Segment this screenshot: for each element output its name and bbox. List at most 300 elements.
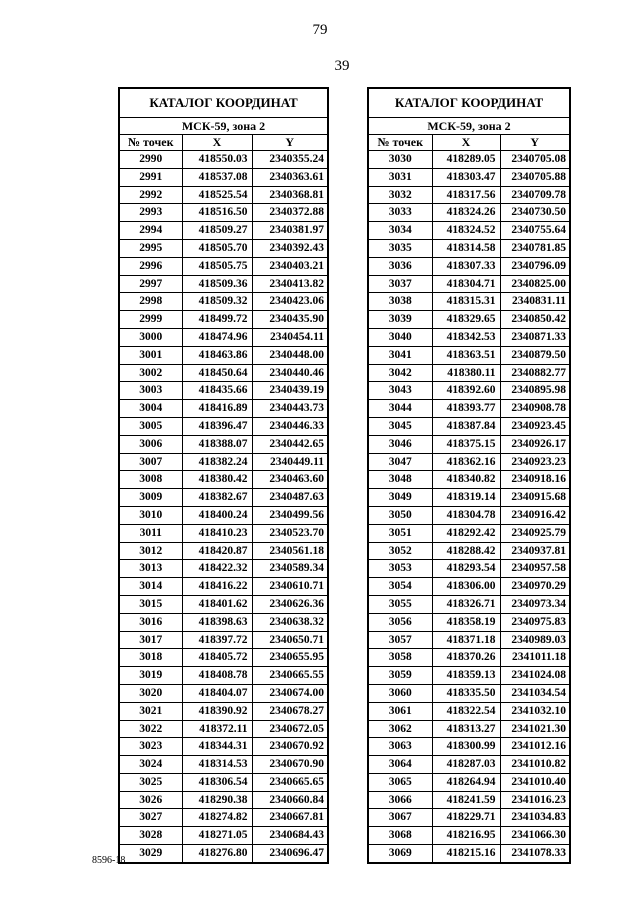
y-coordinate-cell: 2340923.23 bbox=[500, 453, 570, 471]
table-row bbox=[368, 702, 570, 720]
x-coordinate-cell: 418416.89 bbox=[182, 400, 252, 418]
x-coordinate-cell: 418340.82 bbox=[432, 471, 500, 489]
x-coordinate-cell: 418304.71 bbox=[432, 275, 500, 293]
x-coordinate-cell: 418382.24 bbox=[182, 453, 252, 471]
table-row bbox=[368, 773, 570, 791]
x-coordinate-cell: 418537.08 bbox=[182, 168, 252, 186]
point-number-cell: 3057 bbox=[368, 631, 432, 649]
point-number-cell: 3038 bbox=[368, 293, 432, 311]
table-row bbox=[368, 311, 570, 329]
y-coordinate-cell: 2340372.88 bbox=[252, 204, 328, 222]
x-coordinate-cell: 418344.31 bbox=[182, 738, 252, 756]
table-row bbox=[368, 328, 570, 346]
table-row bbox=[368, 168, 570, 186]
table-row bbox=[119, 578, 328, 596]
point-number-cell: 3026 bbox=[119, 791, 182, 809]
point-number-cell: 3022 bbox=[119, 720, 182, 738]
table-row bbox=[119, 239, 328, 257]
y-coordinate-cell: 2340871.33 bbox=[500, 328, 570, 346]
point-number-cell: 3014 bbox=[119, 578, 182, 596]
table-row bbox=[368, 756, 570, 774]
table-row bbox=[119, 257, 328, 275]
table-row bbox=[368, 471, 570, 489]
table-row bbox=[368, 489, 570, 507]
y-coordinate-cell: 2341021.30 bbox=[500, 720, 570, 738]
y-coordinate-cell: 2340879.50 bbox=[500, 346, 570, 364]
x-coordinate-cell: 418416.22 bbox=[182, 578, 252, 596]
catalog-zone: МСК-59, зона 2 bbox=[368, 118, 570, 135]
y-coordinate-cell: 2340435.90 bbox=[252, 311, 328, 329]
sheet-number: 39 bbox=[334, 58, 350, 74]
table-row bbox=[119, 560, 328, 578]
x-coordinate-cell: 418474.96 bbox=[182, 328, 252, 346]
table-row bbox=[368, 239, 570, 257]
point-number-cell: 3008 bbox=[119, 471, 182, 489]
x-coordinate-cell: 418393.77 bbox=[432, 400, 500, 418]
x-coordinate-cell: 418525.54 bbox=[182, 186, 252, 204]
table-row bbox=[368, 506, 570, 524]
coordinate-catalog-right bbox=[367, 87, 571, 864]
point-number-cell: 3012 bbox=[119, 542, 182, 560]
y-coordinate-cell: 2340368.81 bbox=[252, 186, 328, 204]
y-coordinate-cell: 2340363.61 bbox=[252, 168, 328, 186]
x-coordinate-cell: 418362.16 bbox=[432, 453, 500, 471]
x-coordinate-cell: 418505.70 bbox=[182, 239, 252, 257]
y-coordinate-cell: 2340392.43 bbox=[252, 239, 328, 257]
point-number-cell: 3064 bbox=[368, 756, 432, 774]
table-row bbox=[119, 845, 328, 863]
point-number-cell: 3027 bbox=[119, 809, 182, 827]
table-row bbox=[119, 275, 328, 293]
table-row bbox=[368, 720, 570, 738]
point-number-cell: 3066 bbox=[368, 791, 432, 809]
table-row bbox=[119, 435, 328, 453]
x-coordinate-cell: 418358.19 bbox=[432, 613, 500, 631]
x-coordinate-cell: 418304.78 bbox=[432, 506, 500, 524]
x-coordinate-cell: 418319.14 bbox=[432, 489, 500, 507]
y-coordinate-cell: 2341034.83 bbox=[500, 809, 570, 827]
table-row bbox=[119, 542, 328, 560]
point-number-cell: 3046 bbox=[368, 435, 432, 453]
point-number-cell: 3040 bbox=[368, 328, 432, 346]
point-number-cell: 3016 bbox=[119, 613, 182, 631]
point-number-cell: 3001 bbox=[119, 346, 182, 364]
table-row bbox=[368, 417, 570, 435]
y-coordinate-cell: 2341066.30 bbox=[500, 827, 570, 845]
table-row bbox=[119, 773, 328, 791]
point-number-cell: 3055 bbox=[368, 595, 432, 613]
table-row bbox=[368, 151, 570, 169]
y-coordinate-cell: 2340487.63 bbox=[252, 489, 328, 507]
table-row bbox=[119, 151, 328, 169]
table-row bbox=[368, 791, 570, 809]
x-coordinate-cell: 418314.58 bbox=[432, 239, 500, 257]
table-row bbox=[119, 506, 328, 524]
point-number-cell: 3069 bbox=[368, 845, 432, 863]
point-number-cell: 3018 bbox=[119, 649, 182, 667]
point-number-cell: 3068 bbox=[368, 827, 432, 845]
table-row bbox=[119, 168, 328, 186]
point-number-cell: 3048 bbox=[368, 471, 432, 489]
y-coordinate-cell: 2340638.32 bbox=[252, 613, 328, 631]
y-coordinate-cell: 2340454.11 bbox=[252, 328, 328, 346]
point-number-cell: 2995 bbox=[119, 239, 182, 257]
column-header-point-number: № точек bbox=[368, 135, 432, 151]
column-header-y: Y bbox=[252, 135, 328, 151]
point-number-cell: 3049 bbox=[368, 489, 432, 507]
x-coordinate-cell: 418516.50 bbox=[182, 204, 252, 222]
table-row bbox=[119, 222, 328, 240]
point-number-cell: 3050 bbox=[368, 506, 432, 524]
point-number-cell: 3021 bbox=[119, 702, 182, 720]
y-coordinate-cell: 2340381.97 bbox=[252, 222, 328, 240]
table-row bbox=[368, 453, 570, 471]
point-number-cell: 3041 bbox=[368, 346, 432, 364]
point-number-cell: 3043 bbox=[368, 382, 432, 400]
x-coordinate-cell: 418390.92 bbox=[182, 702, 252, 720]
x-coordinate-cell: 418216.95 bbox=[432, 827, 500, 845]
point-number-cell: 3020 bbox=[119, 684, 182, 702]
y-coordinate-cell: 2340355.24 bbox=[252, 151, 328, 169]
table-row bbox=[368, 364, 570, 382]
x-coordinate-cell: 418400.24 bbox=[182, 506, 252, 524]
y-coordinate-cell: 2340440.46 bbox=[252, 364, 328, 382]
y-coordinate-cell: 2340655.95 bbox=[252, 649, 328, 667]
y-coordinate-cell: 2340449.11 bbox=[252, 453, 328, 471]
x-coordinate-cell: 418371.18 bbox=[432, 631, 500, 649]
x-coordinate-cell: 418505.75 bbox=[182, 257, 252, 275]
y-coordinate-cell: 2340413.82 bbox=[252, 275, 328, 293]
x-coordinate-cell: 418499.72 bbox=[182, 311, 252, 329]
table-row bbox=[368, 578, 570, 596]
x-coordinate-cell: 418288.42 bbox=[432, 542, 500, 560]
table-row bbox=[368, 435, 570, 453]
y-coordinate-cell: 2340423.06 bbox=[252, 293, 328, 311]
table-row bbox=[119, 720, 328, 738]
x-coordinate-cell: 418387.84 bbox=[432, 417, 500, 435]
x-coordinate-cell: 418550.03 bbox=[182, 151, 252, 169]
x-coordinate-cell: 418215.16 bbox=[432, 845, 500, 863]
y-coordinate-cell: 2340705.08 bbox=[500, 151, 570, 169]
y-coordinate-cell: 2340975.83 bbox=[500, 613, 570, 631]
y-coordinate-cell: 2340781.85 bbox=[500, 239, 570, 257]
x-coordinate-cell: 418435.66 bbox=[182, 382, 252, 400]
point-number-cell: 3017 bbox=[119, 631, 182, 649]
x-coordinate-cell: 418363.51 bbox=[432, 346, 500, 364]
point-number-cell: 3023 bbox=[119, 738, 182, 756]
table-row bbox=[368, 613, 570, 631]
x-coordinate-cell: 418422.32 bbox=[182, 560, 252, 578]
y-coordinate-cell: 2340918.16 bbox=[500, 471, 570, 489]
y-coordinate-cell: 2340660.84 bbox=[252, 791, 328, 809]
y-coordinate-cell: 2340915.68 bbox=[500, 489, 570, 507]
x-coordinate-cell: 418290.38 bbox=[182, 791, 252, 809]
y-coordinate-cell: 2340446.33 bbox=[252, 417, 328, 435]
column-header-x: X bbox=[432, 135, 500, 151]
point-number-cell: 3000 bbox=[119, 328, 182, 346]
x-coordinate-cell: 418396.47 bbox=[182, 417, 252, 435]
catalog-rows bbox=[119, 151, 328, 863]
y-coordinate-cell: 2341034.54 bbox=[500, 684, 570, 702]
table-row bbox=[119, 827, 328, 845]
point-number-cell: 3011 bbox=[119, 524, 182, 542]
point-number-cell: 3037 bbox=[368, 275, 432, 293]
y-coordinate-cell: 2340709.78 bbox=[500, 186, 570, 204]
table-row bbox=[368, 204, 570, 222]
x-coordinate-cell: 418509.32 bbox=[182, 293, 252, 311]
x-coordinate-cell: 418322.54 bbox=[432, 702, 500, 720]
point-number-cell: 3036 bbox=[368, 257, 432, 275]
table-row bbox=[368, 809, 570, 827]
x-coordinate-cell: 418388.07 bbox=[182, 435, 252, 453]
y-coordinate-cell: 2340610.71 bbox=[252, 578, 328, 596]
y-coordinate-cell: 2340672.05 bbox=[252, 720, 328, 738]
y-coordinate-cell: 2340796.09 bbox=[500, 257, 570, 275]
y-coordinate-cell: 2340626.36 bbox=[252, 595, 328, 613]
x-coordinate-cell: 418293.54 bbox=[432, 560, 500, 578]
point-number-cell: 3013 bbox=[119, 560, 182, 578]
point-number-cell: 2996 bbox=[119, 257, 182, 275]
point-number-cell: 3033 bbox=[368, 204, 432, 222]
table-row bbox=[368, 382, 570, 400]
table-row bbox=[119, 382, 328, 400]
coordinate-catalog-left bbox=[118, 87, 329, 864]
y-coordinate-cell: 2340825.00 bbox=[500, 275, 570, 293]
y-coordinate-cell: 2340665.55 bbox=[252, 667, 328, 685]
x-coordinate-cell: 418329.65 bbox=[432, 311, 500, 329]
table-row bbox=[119, 631, 328, 649]
table-row bbox=[119, 791, 328, 809]
point-number-cell: 3044 bbox=[368, 400, 432, 418]
y-coordinate-cell: 2340684.43 bbox=[252, 827, 328, 845]
y-coordinate-cell: 2340561.18 bbox=[252, 542, 328, 560]
table-row bbox=[119, 471, 328, 489]
x-coordinate-cell: 418420.87 bbox=[182, 542, 252, 560]
x-coordinate-cell: 418326.71 bbox=[432, 595, 500, 613]
table-row bbox=[368, 560, 570, 578]
y-coordinate-cell: 2340448.00 bbox=[252, 346, 328, 364]
x-coordinate-cell: 418408.78 bbox=[182, 667, 252, 685]
y-coordinate-cell: 2341012.16 bbox=[500, 738, 570, 756]
point-number-cell: 3003 bbox=[119, 382, 182, 400]
y-coordinate-cell: 2340957.58 bbox=[500, 560, 570, 578]
y-coordinate-cell: 2340916.42 bbox=[500, 506, 570, 524]
point-number-cell: 3002 bbox=[119, 364, 182, 382]
x-coordinate-cell: 418317.56 bbox=[432, 186, 500, 204]
table-row bbox=[368, 667, 570, 685]
y-coordinate-cell: 2340882.77 bbox=[500, 364, 570, 382]
catalog-rows bbox=[368, 151, 570, 863]
x-coordinate-cell: 418380.42 bbox=[182, 471, 252, 489]
x-coordinate-cell: 418370.26 bbox=[432, 649, 500, 667]
table-row bbox=[368, 257, 570, 275]
x-coordinate-cell: 418315.31 bbox=[432, 293, 500, 311]
x-coordinate-cell: 418271.05 bbox=[182, 827, 252, 845]
y-coordinate-cell: 2340730.50 bbox=[500, 204, 570, 222]
y-coordinate-cell: 2340926.17 bbox=[500, 435, 570, 453]
point-number-cell: 3058 bbox=[368, 649, 432, 667]
y-coordinate-cell: 2340443.73 bbox=[252, 400, 328, 418]
x-coordinate-cell: 418300.99 bbox=[432, 738, 500, 756]
y-coordinate-cell: 2340696.47 bbox=[252, 845, 328, 863]
point-number-cell: 2998 bbox=[119, 293, 182, 311]
x-coordinate-cell: 418324.52 bbox=[432, 222, 500, 240]
point-number-cell: 3004 bbox=[119, 400, 182, 418]
y-coordinate-cell: 2340895.98 bbox=[500, 382, 570, 400]
point-number-cell: 3047 bbox=[368, 453, 432, 471]
x-coordinate-cell: 418274.82 bbox=[182, 809, 252, 827]
point-number-cell: 3025 bbox=[119, 773, 182, 791]
point-number-cell: 3031 bbox=[368, 168, 432, 186]
y-coordinate-cell: 2341011.18 bbox=[500, 649, 570, 667]
y-coordinate-cell: 2340850.42 bbox=[500, 311, 570, 329]
table-row bbox=[368, 275, 570, 293]
x-coordinate-cell: 418372.11 bbox=[182, 720, 252, 738]
x-coordinate-cell: 418450.64 bbox=[182, 364, 252, 382]
table-row bbox=[119, 364, 328, 382]
table-row bbox=[119, 186, 328, 204]
column-header-x: X bbox=[182, 135, 252, 151]
point-number-cell: 2999 bbox=[119, 311, 182, 329]
page-number: 79 bbox=[312, 22, 328, 38]
point-number-cell: 3035 bbox=[368, 239, 432, 257]
table-row bbox=[119, 346, 328, 364]
y-coordinate-cell: 2340908.78 bbox=[500, 400, 570, 418]
table-row bbox=[119, 311, 328, 329]
y-coordinate-cell: 2340970.29 bbox=[500, 578, 570, 596]
x-coordinate-cell: 418307.33 bbox=[432, 257, 500, 275]
column-header-point-number: № точек bbox=[119, 135, 182, 151]
y-coordinate-cell: 2340937.81 bbox=[500, 542, 570, 560]
y-coordinate-cell: 2340670.90 bbox=[252, 756, 328, 774]
y-coordinate-cell: 2341010.40 bbox=[500, 773, 570, 791]
y-coordinate-cell: 2340923.45 bbox=[500, 417, 570, 435]
point-number-cell: 3032 bbox=[368, 186, 432, 204]
y-coordinate-cell: 2340665.65 bbox=[252, 773, 328, 791]
point-number-cell: 3059 bbox=[368, 667, 432, 685]
point-number-cell: 3062 bbox=[368, 720, 432, 738]
table-row bbox=[368, 738, 570, 756]
point-number-cell: 3065 bbox=[368, 773, 432, 791]
table-row bbox=[368, 684, 570, 702]
y-coordinate-cell: 2340403.21 bbox=[252, 257, 328, 275]
table-row bbox=[119, 738, 328, 756]
y-coordinate-cell: 2340755.64 bbox=[500, 222, 570, 240]
point-number-cell: 3015 bbox=[119, 595, 182, 613]
x-coordinate-cell: 418241.59 bbox=[432, 791, 500, 809]
x-coordinate-cell: 418324.26 bbox=[432, 204, 500, 222]
x-coordinate-cell: 418397.72 bbox=[182, 631, 252, 649]
table-row bbox=[119, 400, 328, 418]
point-number-cell: 3042 bbox=[368, 364, 432, 382]
y-coordinate-cell: 2341024.08 bbox=[500, 667, 570, 685]
x-coordinate-cell: 418509.27 bbox=[182, 222, 252, 240]
y-coordinate-cell: 2340674.00 bbox=[252, 684, 328, 702]
x-coordinate-cell: 418375.15 bbox=[432, 435, 500, 453]
y-coordinate-cell: 2340463.60 bbox=[252, 471, 328, 489]
x-coordinate-cell: 418392.60 bbox=[432, 382, 500, 400]
x-coordinate-cell: 418401.62 bbox=[182, 595, 252, 613]
y-coordinate-cell: 2340831.11 bbox=[500, 293, 570, 311]
x-coordinate-cell: 418382.67 bbox=[182, 489, 252, 507]
point-number-cell: 3034 bbox=[368, 222, 432, 240]
point-number-cell: 2997 bbox=[119, 275, 182, 293]
x-coordinate-cell: 418292.42 bbox=[432, 524, 500, 542]
y-coordinate-cell: 2340667.81 bbox=[252, 809, 328, 827]
y-coordinate-cell: 2340670.92 bbox=[252, 738, 328, 756]
x-coordinate-cell: 418380.11 bbox=[432, 364, 500, 382]
x-coordinate-cell: 418306.54 bbox=[182, 773, 252, 791]
point-number-cell: 2993 bbox=[119, 204, 182, 222]
catalog-zone: МСК-59, зона 2 bbox=[119, 118, 328, 135]
x-coordinate-cell: 418398.63 bbox=[182, 613, 252, 631]
table-row bbox=[368, 595, 570, 613]
point-number-cell: 3024 bbox=[119, 756, 182, 774]
point-number-cell: 2994 bbox=[119, 222, 182, 240]
point-number-cell: 3052 bbox=[368, 542, 432, 560]
point-number-cell: 3045 bbox=[368, 417, 432, 435]
x-coordinate-cell: 418229.71 bbox=[432, 809, 500, 827]
x-coordinate-cell: 418264.94 bbox=[432, 773, 500, 791]
catalog-title: КАТАЛОГ КООРДИНАТ bbox=[368, 88, 570, 118]
x-coordinate-cell: 418463.86 bbox=[182, 346, 252, 364]
x-coordinate-cell: 418306.00 bbox=[432, 578, 500, 596]
y-coordinate-cell: 2340650.71 bbox=[252, 631, 328, 649]
y-coordinate-cell: 2340523.70 bbox=[252, 524, 328, 542]
point-number-cell: 3005 bbox=[119, 417, 182, 435]
y-coordinate-cell: 2340678.27 bbox=[252, 702, 328, 720]
point-number-cell: 3039 bbox=[368, 311, 432, 329]
y-coordinate-cell: 2340439.19 bbox=[252, 382, 328, 400]
table-row bbox=[368, 293, 570, 311]
x-coordinate-cell: 418405.72 bbox=[182, 649, 252, 667]
point-number-cell: 3061 bbox=[368, 702, 432, 720]
y-coordinate-cell: 2340589.34 bbox=[252, 560, 328, 578]
table-row bbox=[368, 186, 570, 204]
table-row bbox=[368, 222, 570, 240]
x-coordinate-cell: 418303.47 bbox=[432, 168, 500, 186]
table-row bbox=[119, 293, 328, 311]
point-number-cell: 3056 bbox=[368, 613, 432, 631]
table-row bbox=[119, 667, 328, 685]
column-header-y: Y bbox=[500, 135, 570, 151]
y-coordinate-cell: 2340499.56 bbox=[252, 506, 328, 524]
table-row bbox=[368, 631, 570, 649]
point-number-cell: 3006 bbox=[119, 435, 182, 453]
point-number-cell: 3053 bbox=[368, 560, 432, 578]
point-number-cell: 3060 bbox=[368, 684, 432, 702]
point-number-cell: 3010 bbox=[119, 506, 182, 524]
y-coordinate-cell: 2341032.10 bbox=[500, 702, 570, 720]
point-number-cell: 2990 bbox=[119, 151, 182, 169]
point-number-cell: 2992 bbox=[119, 186, 182, 204]
point-number-cell: 3019 bbox=[119, 667, 182, 685]
table-row bbox=[368, 346, 570, 364]
table-row bbox=[119, 489, 328, 507]
point-number-cell: 3029 bbox=[119, 845, 182, 863]
point-number-cell: 3063 bbox=[368, 738, 432, 756]
table-row bbox=[368, 524, 570, 542]
table-row bbox=[368, 845, 570, 863]
table-row bbox=[119, 204, 328, 222]
x-coordinate-cell: 418410.23 bbox=[182, 524, 252, 542]
table-row bbox=[119, 417, 328, 435]
table-row bbox=[119, 328, 328, 346]
point-number-cell: 3009 bbox=[119, 489, 182, 507]
x-coordinate-cell: 418359.13 bbox=[432, 667, 500, 685]
x-coordinate-cell: 418509.36 bbox=[182, 275, 252, 293]
x-coordinate-cell: 418404.07 bbox=[182, 684, 252, 702]
